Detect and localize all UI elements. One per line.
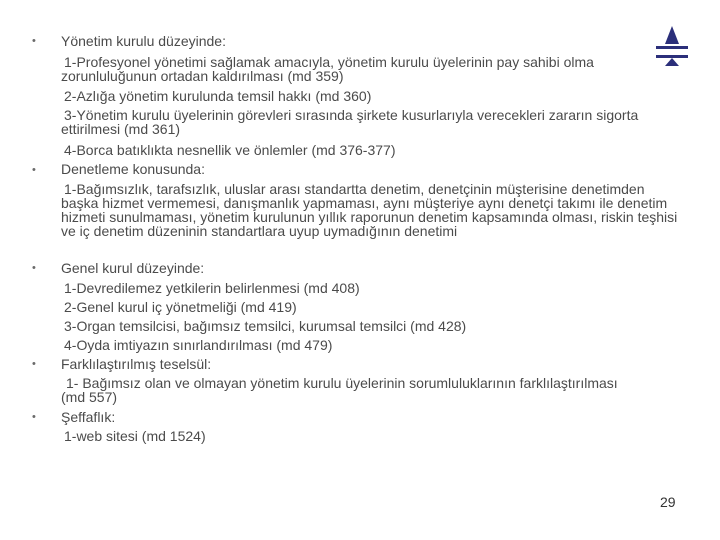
bullet-marker: • <box>32 164 36 176</box>
list-item: 1-Bağımsızlık, tarafsızlık, uluslar arası standartta denetim, denetçinin müşterisine denetimden başka hizmet vermemesi, danışmanlık yapmaması, aynı müşteriye aynı denetçi takımı ile denetim hizmeti sunulmaması, yönetim kurulunun yıllık raporunun denetim kapsamında olması, riskin teşhisi ve iç denetim düzeninin standartlara uyup uymadığının denetimi <box>61 181 682 239</box>
section-heading-seffaflik: Şeffaflık: <box>61 409 116 425</box>
section-heading-genel-kurul: Genel kurul düzeyinde: <box>61 260 205 276</box>
section-heading-denetleme: Denetleme konusunda: <box>61 161 205 177</box>
list-item: 4-Borca batıklıkta nesnellik ve önlemler (md 376-377) <box>64 142 396 158</box>
list-item: 3-Yönetim kurulu üyelerinin görevleri sırasında şirkete kusurlarıyla verecekleri zararın sigorta ettirilmesi (md 361) <box>61 107 643 137</box>
bullet-marker: • <box>32 411 36 423</box>
bullet-marker: • <box>32 358 36 370</box>
list-item: 3-Organ temsilcisi, bağımsız temsilci, kurumsal temsilci (md 428) <box>64 318 467 334</box>
scales-logo-icon <box>652 24 692 70</box>
section-heading-yonetim-kurulu: Yönetim kurulu düzeyinde: <box>61 33 226 49</box>
bullet-marker: • <box>32 35 36 47</box>
list-item: 1-web sitesi (md 1524) <box>64 428 206 444</box>
list-item: 2-Genel kurul iç yönetmeliği (md 419) <box>64 299 297 315</box>
section-heading-farklilastirilmis-teselsul: Farklılaştırılmış teselsül: <box>61 356 212 372</box>
list-item: 2-Azlığa yönetim kurulunda temsil hakkı (md 360) <box>64 88 372 104</box>
list-item: 1- Bağımsız olan ve olmayan yönetim kurulu üyelerinin sorumluluklarının farklılaştırılması (md 557) <box>61 375 626 405</box>
bullet-marker: • <box>32 262 36 274</box>
page-number: 29 <box>660 494 676 510</box>
list-item: 4-Oyda imtiyazın sınırlandırılması (md 479) <box>64 337 333 353</box>
list-item: 1-Profesyonel yönetimi sağlamak amacıyla, yönetim kurulu üyelerinin pay sahibi olma zorunluluğunun ortadan kaldırılması (md 359) <box>61 54 598 84</box>
list-item: 1-Devredilemez yetkilerin belirlenmesi (md 408) <box>64 280 360 296</box>
